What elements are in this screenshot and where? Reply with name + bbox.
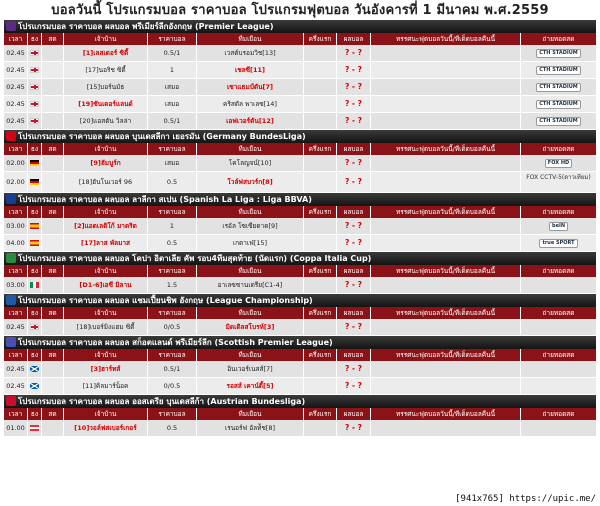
home-team[interactable]: [1]เลสเตอร์ ซิตี้ (64, 45, 148, 61)
final-score: ? - ? (337, 172, 371, 192)
col-halftime-header: ครึ่งแรก (304, 265, 337, 277)
tv-logo-icon: CTH STADIUM (536, 117, 581, 126)
live-cell (42, 218, 64, 234)
kickoff-time: 02.45 (4, 319, 28, 335)
odds: เสมอ (148, 96, 197, 112)
league-logo-icon (6, 253, 16, 263)
final-score: ? - ? (337, 79, 371, 95)
col-live-header: สด (42, 307, 64, 319)
tv-channel (521, 420, 596, 436)
final-score: ? - ? (337, 113, 371, 129)
col-flag-header: ธง (28, 206, 42, 218)
col-time-header: เวลา (4, 265, 28, 277)
col-tips-header: ทรรศนะฟุตบอลวันนี้/ทีเด็ดบอลคืนนี้ (371, 143, 521, 155)
flag-aut-icon (30, 425, 39, 431)
tips-cell[interactable] (371, 113, 521, 129)
flag-eng-icon (30, 84, 39, 90)
tips-cell[interactable] (371, 155, 521, 171)
tv-channel (521, 172, 596, 192)
col-score-header: ผลบอล (337, 33, 371, 45)
tips-cell[interactable] (371, 277, 521, 293)
halftime-score (304, 235, 337, 251)
col-home-header: เจ้าบ้าน (64, 206, 148, 218)
kickoff-time: 04.00 (4, 235, 28, 251)
col-away-header: ทีมเยือน (197, 143, 304, 155)
col-away-header: ทีมเยือน (197, 307, 304, 319)
final-score: ? - ? (337, 277, 371, 293)
col-score-header: ผลบอล (337, 206, 371, 218)
tv-channel (521, 361, 596, 377)
league-logo-icon (6, 396, 16, 406)
flag-eng-icon (30, 324, 39, 330)
flag-ger-icon (30, 179, 39, 185)
col-halftime-header: ครึ่งแรก (304, 33, 337, 45)
league-name: โปรแกรมบอล ราคาบอล ผลบอล พรีเมียร์ลีกอังกฤษ (Premier League) (18, 22, 274, 31)
col-away-header: ทีมเยือน (197, 265, 304, 277)
fixtures-table (4, 20, 596, 437)
live-cell (42, 45, 64, 61)
odds: 0.5 (148, 420, 197, 436)
col-tips-header: ทรรศนะฟุตบอลวันนี้/ทีเด็ดบอลคืนนี้ (371, 307, 521, 319)
final-score: ? - ? (337, 45, 371, 61)
halftime-score (304, 319, 337, 335)
tips-cell[interactable] (371, 319, 521, 335)
league-rows (4, 420, 596, 437)
flag-esp-icon (30, 223, 39, 229)
country-flag (28, 79, 42, 95)
match-row (4, 96, 596, 113)
col-score-header: ผลบอล (337, 307, 371, 319)
country-flag (28, 319, 42, 335)
col-away-header: ทีมเยือน (197, 408, 304, 420)
col-score-header: ผลบอล (337, 408, 371, 420)
col-odds-header: ราคาบอล (148, 33, 197, 45)
league-rows (4, 361, 596, 395)
col-odds-header: ราคาบอล (148, 408, 197, 420)
away-team[interactable]: เซาแธมป์ตัน[7] (197, 79, 304, 95)
col-flag-header: ธง (28, 408, 42, 420)
column-header-row (4, 349, 596, 361)
live-cell (42, 420, 64, 436)
tips-cell[interactable] (371, 172, 521, 192)
match-row (4, 79, 596, 96)
live-cell (42, 96, 64, 112)
match-row (4, 218, 596, 235)
league-header (4, 130, 596, 143)
away-team[interactable]: รอสส์ เคาน์ตี้[5] (197, 378, 304, 394)
col-home-header: เจ้าบ้าน (64, 33, 148, 45)
halftime-score (304, 62, 337, 78)
live-cell (42, 155, 64, 171)
live-cell (42, 79, 64, 95)
league-logo-icon (6, 295, 16, 305)
col-home-header: เจ้าบ้าน (64, 265, 148, 277)
league-rows (4, 45, 596, 130)
col-home-header: เจ้าบ้าน (64, 143, 148, 155)
away-team[interactable]: คริสตัล พาเลซ[14] (197, 96, 304, 112)
tv-logo-icon: FOX HD (545, 159, 572, 168)
league-header (4, 294, 596, 307)
col-time-header: เวลา (4, 143, 28, 155)
col-time-header: เวลา (4, 349, 28, 361)
col-tv-header: ถ่ายทอดสด (542, 267, 575, 275)
league-logo-icon (6, 21, 16, 31)
country-flag (28, 277, 42, 293)
odds: 1 (148, 218, 197, 234)
away-team[interactable]: เชลซี[11] (197, 62, 304, 78)
tv-logo-icon: CTH STADIUM (536, 49, 581, 58)
league-logo-icon (6, 131, 16, 141)
flag-eng-icon (30, 118, 39, 124)
halftime-score (304, 96, 337, 112)
match-row (4, 45, 596, 62)
final-score: ? - ? (337, 378, 371, 394)
tips-cell[interactable] (371, 218, 521, 234)
league-rows (4, 277, 596, 294)
league-name: โปรแกรมบอล ราคาบอล ผลบอล บุนเดสลีกา เยอรมัน (Germany BundesLiga) (18, 132, 306, 141)
league-logo-icon (6, 337, 16, 347)
match-row (4, 155, 596, 172)
odds: เสมอ (148, 79, 197, 95)
flag-ita-icon (30, 282, 39, 288)
final-score: ? - ? (337, 420, 371, 436)
halftime-score (304, 277, 337, 293)
home-team[interactable]: [17]นอริช ซิตี้ (64, 62, 148, 78)
odds: 1.5 (148, 277, 197, 293)
col-live-header: สด (42, 265, 64, 277)
col-halftime-header: ครึ่งแรก (304, 143, 337, 155)
home-team[interactable]: [18]เบอร์มิงแฮม ซิตี้ (64, 319, 148, 335)
away-team[interactable]: โวล์ฟสบวร์ก[8] (197, 172, 304, 192)
country-flag (28, 361, 42, 377)
tv-logo-icon: CTH STADIUM (536, 66, 581, 75)
col-odds-header: ราคาบอล (148, 265, 197, 277)
tips-cell[interactable] (371, 79, 521, 95)
col-tips-header: ทรรศนะฟุตบอลวันนี้/ทีเด็ดบอลคืนนี้ (371, 408, 521, 420)
column-header-row (4, 307, 596, 319)
league-header (4, 20, 596, 33)
league-name: โปรแกรมบอล ราคาบอล ผลบอล โคปา อิตาเลีย คัพ รอบ4ทีมสุดท้าย (นัดแรก) (Coppa Italia Cup) (18, 254, 372, 263)
kickoff-time: 02.00 (4, 155, 28, 171)
home-team[interactable]: [D1-6]เอซี มิลาน (64, 277, 148, 293)
tv-channel-label: FOX CCTV-5(ดาวเทียม) (526, 174, 591, 181)
country-flag (28, 218, 42, 234)
match-row (4, 172, 596, 193)
col-score-header: ผลบอล (337, 143, 371, 155)
column-header-row (4, 143, 596, 155)
home-team[interactable]: [15]บอร์นมัธ (64, 79, 148, 95)
final-score: ? - ? (337, 235, 371, 251)
league-header (4, 336, 596, 349)
away-team[interactable]: เวสต์บรอมวิช[13] (197, 45, 304, 61)
kickoff-time: 02.00 (4, 172, 28, 192)
col-away-header: ทีมเยือน (197, 349, 304, 361)
tv-logo-icon: true SPORT (539, 239, 577, 248)
country-flag (28, 172, 42, 192)
halftime-score (304, 45, 337, 61)
tv-channel (521, 79, 596, 95)
tv-channel (521, 218, 596, 234)
tips-cell[interactable] (371, 235, 521, 251)
live-cell (42, 319, 64, 335)
column-header-row (4, 33, 596, 45)
odds: 1 (148, 62, 197, 78)
match-row (4, 113, 596, 130)
halftime-score (304, 113, 337, 129)
home-team[interactable]: [3]ฮาร์ทส์ (64, 361, 148, 377)
col-home-header: เจ้าบ้าน (64, 349, 148, 361)
col-tips-header: ทรรศนะฟุตบอลวันนี้/ทีเด็ดบอลคืนนี้ (371, 206, 521, 218)
tips-cell[interactable] (371, 45, 521, 61)
flag-sco-icon (30, 366, 39, 372)
halftime-score (304, 361, 337, 377)
tv-channel (521, 155, 596, 171)
league-rows (4, 218, 596, 252)
col-live-header: สด (42, 408, 64, 420)
upic-watermark: [941x765] https://upic.me/ (455, 494, 596, 504)
col-away-header: ทีมเยือน (197, 206, 304, 218)
halftime-score (304, 79, 337, 95)
col-halftime-header: ครึ่งแรก (304, 408, 337, 420)
kickoff-time: 02.45 (4, 96, 28, 112)
league-name: โปรแกรมบอล ราคาบอล ผลบอล ลาลีกา สเปน (Spanish La Liga : Liga BBVA) (18, 195, 312, 204)
away-team[interactable]: มิดเดิลสโบรห์[3] (197, 319, 304, 335)
halftime-score (304, 378, 337, 394)
col-odds-header: ราคาบอล (148, 307, 197, 319)
col-halftime-header: ครึ่งแรก (304, 206, 337, 218)
col-tv-header: ถ่ายทอดสด (542, 145, 575, 153)
col-odds-header: ราคาบอล (148, 143, 197, 155)
home-team[interactable]: [10]วอล์ฟสเบอร์เกอร์ (64, 420, 148, 436)
tips-cell[interactable] (371, 361, 521, 377)
col-odds-header: ราคาบอล (148, 349, 197, 361)
col-flag-header: ธง (28, 349, 42, 361)
tv-channel (521, 45, 596, 61)
col-flag-header: ธง (28, 265, 42, 277)
col-tv-header: ถ่ายทอดสด (542, 410, 575, 418)
league-logo-icon (6, 194, 16, 204)
kickoff-time: 02.45 (4, 378, 28, 394)
col-score-header: ผลบอล (337, 349, 371, 361)
flag-eng-icon (30, 67, 39, 73)
away-team[interactable]: อินเวอร์เนสส์[7] (197, 361, 304, 377)
col-time-header: เวลา (4, 408, 28, 420)
odds: 0.5/1 (148, 361, 197, 377)
home-team[interactable]: [17]ลาส พัลมาส (64, 235, 148, 251)
tips-cell[interactable] (371, 96, 521, 112)
col-tips-header: ทรรศนะฟุตบอลวันนี้/ทีเด็ดบอลคืนนี้ (371, 349, 521, 361)
col-score-header: ผลบอล (337, 265, 371, 277)
tv-channel (521, 277, 596, 293)
odds: 0/0.5 (148, 319, 197, 335)
odds: 0.5/1 (148, 113, 197, 129)
live-cell (42, 172, 64, 192)
tv-channel (521, 113, 596, 129)
column-header-row (4, 206, 596, 218)
live-cell (42, 361, 64, 377)
tv-channel (521, 319, 596, 335)
col-tv-header: ถ่ายทอดสด (542, 309, 575, 317)
col-tips-header: ทรรศนะฟุตบอลวันนี้/ทีเด็ดบอลคืนนี้ (371, 33, 521, 45)
col-time-header: เวลา (4, 206, 28, 218)
odds: 0.5/1 (148, 45, 197, 61)
kickoff-time: 02.45 (4, 45, 28, 61)
tv-channel (521, 96, 596, 112)
live-cell (42, 378, 64, 394)
kickoff-time: 02.45 (4, 113, 28, 129)
page-title: บอลวันนี้ โปรแกรมบอล ราคาบอล โปรแกรมฟุตบอล วันอังคารที่ 1 มีนาคม พ.ศ.2559 (51, 3, 549, 18)
col-flag-header: ธง (28, 307, 42, 319)
col-time-header: เวลา (4, 307, 28, 319)
col-halftime-header: ครึ่งแรก (304, 307, 337, 319)
country-flag (28, 235, 42, 251)
col-home-header: เจ้าบ้าน (64, 408, 148, 420)
away-team[interactable]: เกตาเฟ่[15] (197, 235, 304, 251)
match-row (4, 62, 596, 79)
flag-sco-icon (30, 383, 39, 389)
col-time-header: เวลา (4, 33, 28, 45)
tv-channel (521, 62, 596, 78)
tv-channel (521, 235, 596, 251)
country-flag (28, 420, 42, 436)
column-header-row (4, 408, 596, 420)
halftime-score (304, 172, 337, 192)
country-flag (28, 378, 42, 394)
column-header-row (4, 265, 596, 277)
halftime-score (304, 155, 337, 171)
col-flag-header: ธง (28, 143, 42, 155)
league-name: โปรแกรมบอล ราคาบอล ผลบอล ออสเตรีย บุนเดสลีก้า (Austrian Bundesliga) (18, 397, 306, 406)
final-score: ? - ? (337, 96, 371, 112)
tips-cell[interactable] (371, 62, 521, 78)
league-rows (4, 155, 596, 193)
country-flag (28, 155, 42, 171)
match-row (4, 361, 596, 378)
country-flag (28, 113, 42, 129)
final-score: ? - ? (337, 155, 371, 171)
home-team[interactable]: [18]ฮันโนเวอร์ 96 (64, 172, 148, 192)
live-cell (42, 113, 64, 129)
final-score: ? - ? (337, 319, 371, 335)
league-name: โปรแกรมบอล ราคาบอล ผลบอล สก็อตแลนด์ พรีเมียร์ลีก (Scottish Premier League) (18, 338, 333, 347)
col-tips-header: ทรรศนะฟุตบอลวันนี้/ทีเด็ดบอลคืนนี้ (371, 265, 521, 277)
kickoff-time: 02.45 (4, 361, 28, 377)
col-tv-header: ถ่ายทอดสด (542, 351, 575, 359)
live-cell (42, 235, 64, 251)
country-flag (28, 96, 42, 112)
halftime-score (304, 218, 337, 234)
live-cell (42, 277, 64, 293)
final-score: ? - ? (337, 361, 371, 377)
match-row (4, 319, 596, 336)
final-score: ? - ? (337, 218, 371, 234)
tv-logo-icon: CTH STADIUM (536, 83, 581, 92)
country-flag (28, 45, 42, 61)
flag-eng-icon (30, 50, 39, 56)
flag-eng-icon (30, 101, 39, 107)
odds: 0.5 (148, 235, 197, 251)
col-tv-header: ถ่ายทอดสด (542, 208, 575, 216)
tips-cell[interactable] (371, 420, 521, 436)
col-tv-header: ถ่ายทอดสด (542, 35, 575, 43)
tips-cell[interactable] (371, 378, 521, 394)
tv-channel (521, 378, 596, 394)
away-team[interactable]: เอฟเวอร์ตัน[12] (197, 113, 304, 129)
odds: 0.5 (148, 172, 197, 192)
match-row (4, 277, 596, 294)
league-rows (4, 319, 596, 336)
col-live-header: สด (42, 143, 64, 155)
col-live-header: สด (42, 33, 64, 45)
home-team[interactable]: [20]แอสตัน วิลล่า (64, 113, 148, 129)
tv-logo-icon: CTH STADIUM (536, 100, 581, 109)
col-live-header: สด (42, 349, 64, 361)
away-team[interactable]: เรอัล โซเซียดาด[9] (197, 218, 304, 234)
col-away-header: ทีมเยือน (197, 33, 304, 45)
tv-logo-icon: beIN (549, 222, 568, 231)
live-cell (42, 62, 64, 78)
kickoff-time: 03.00 (4, 218, 28, 234)
kickoff-time: 02.45 (4, 62, 28, 78)
match-row (4, 378, 596, 395)
kickoff-time: 03.00 (4, 277, 28, 293)
col-odds-header: ราคาบอล (148, 206, 197, 218)
home-team[interactable]: [11]คิลมาร์น็อค (64, 378, 148, 394)
country-flag (28, 62, 42, 78)
kickoff-time: 01.00 (4, 420, 28, 436)
final-score: ? - ? (337, 62, 371, 78)
away-team[interactable]: อาเลซซานเดรีย[C1-4] (197, 277, 304, 293)
col-flag-header: ธง (28, 33, 42, 45)
away-team[interactable]: เรนอร์ฟ อัลท์ัช[8] (197, 420, 304, 436)
odds: 0/0.5 (148, 378, 197, 394)
away-team[interactable]: โคโลญจน์[10] (197, 155, 304, 171)
match-row (4, 235, 596, 252)
league-header (4, 395, 596, 408)
home-team[interactable]: [19]ซันเดอร์แลนด์ (64, 96, 148, 112)
flag-ger-icon (30, 160, 39, 166)
match-row (4, 420, 596, 437)
league-header (4, 252, 596, 265)
kickoff-time: 02.45 (4, 79, 28, 95)
home-team[interactable]: [9]ฮัมบูร์ก (64, 155, 148, 171)
halftime-score (304, 420, 337, 436)
flag-esp-icon (30, 240, 39, 246)
col-halftime-header: ครึ่งแรก (304, 349, 337, 361)
odds: เสมอ (148, 155, 197, 171)
league-header (4, 193, 596, 206)
col-live-header: สด (42, 206, 64, 218)
league-name: โปรแกรมบอล ราคาบอล ผลบอล แชมเปี้ยนชิพ อังกฤษ (League Championship) (18, 296, 313, 305)
home-team[interactable]: [2]แอตเลติโก้ มาดริด (64, 218, 148, 234)
col-home-header: เจ้าบ้าน (64, 307, 148, 319)
